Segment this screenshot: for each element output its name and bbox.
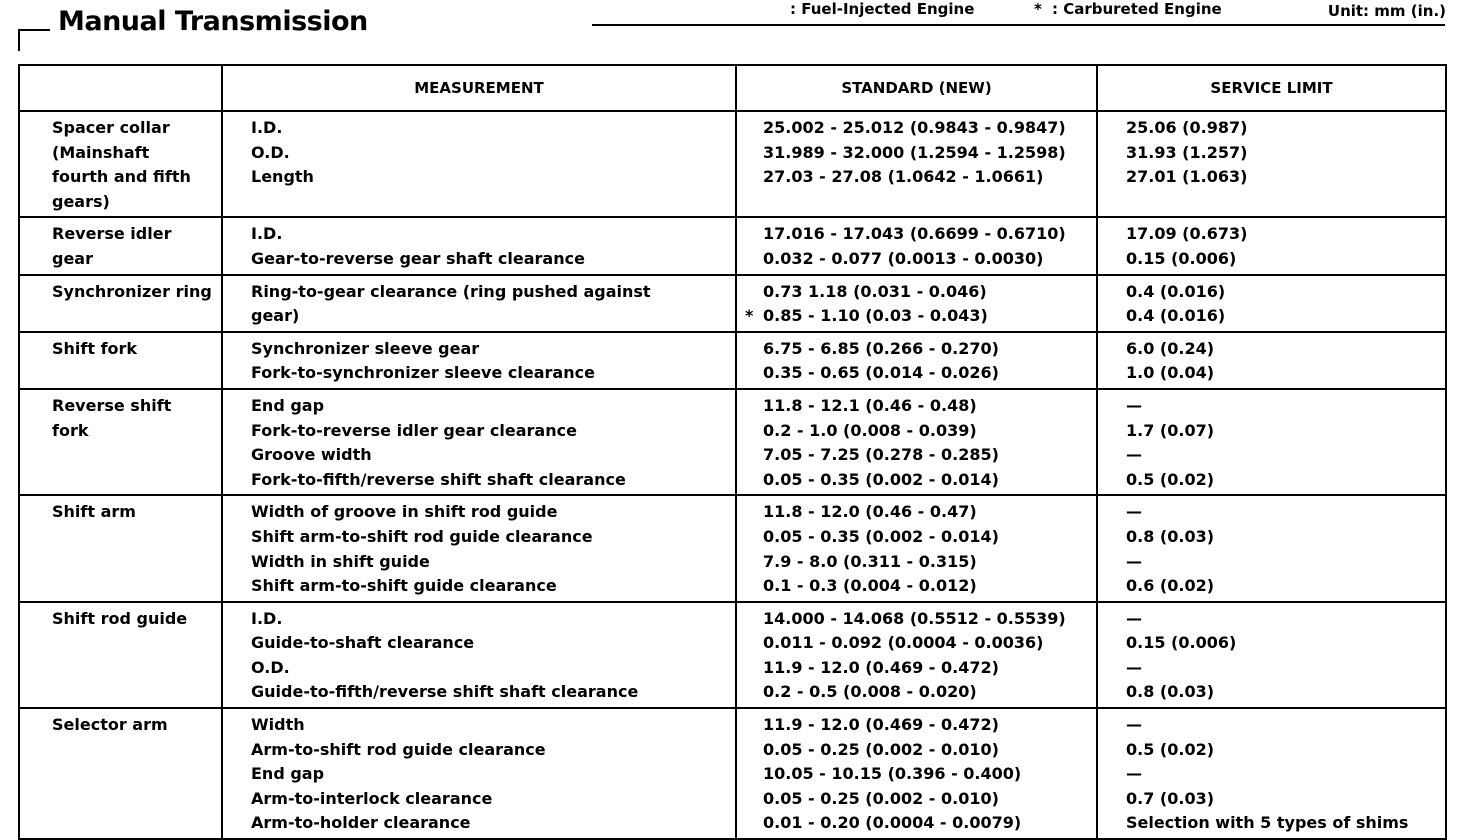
- part-cell: [19, 111, 222, 217]
- part-name-line: Reverse idler: [52, 224, 172, 244]
- standard-text: 6.75 - 6.85 (0.266 - 0.270): [763, 338, 999, 358]
- service-limit-value: 0.4 (0.016): [1126, 281, 1226, 301]
- table-body: [19, 111, 1446, 839]
- part-cell: [19, 217, 222, 274]
- standard-value: [763, 337, 1096, 362]
- measurement-text: Width of groove in shift rod guide: [251, 502, 558, 522]
- part-name-line: gear: [52, 248, 93, 268]
- service-limit-value: 0.5 (0.02): [1126, 469, 1215, 489]
- part-name-line: [52, 304, 221, 329]
- part-cell: [19, 332, 222, 389]
- part-cell: [19, 495, 222, 601]
- standard-cell: [736, 217, 1097, 274]
- standard-text: 25.002 - 25.012 (0.9843 - 0.9847): [763, 118, 1066, 137]
- part-name-line: [52, 811, 221, 836]
- service-limit-cell: [1097, 217, 1446, 274]
- page-title: Manual Transmission: [58, 6, 368, 37]
- measurement-cell: [222, 217, 736, 274]
- title-rule-right: [592, 24, 1445, 26]
- header-measurement: MEASUREMENT: [222, 65, 736, 111]
- service-limit-value: —: [1126, 715, 1142, 735]
- part-name-line: [52, 574, 221, 599]
- standard-value: [763, 525, 1096, 550]
- table-row: [19, 332, 1446, 389]
- service-limit-value: 25.06 (0.987): [1126, 118, 1248, 137]
- standard-text: 31.989 - 32.000 (1.2594 - 1.2598): [763, 142, 1066, 162]
- part-name-line: [52, 787, 221, 812]
- spec-table: [18, 64, 1447, 840]
- measurement-text: Shift arm-to-shift rod guide clearance: [251, 526, 593, 546]
- standard-text: 11.9 - 12.0 (0.469 - 0.472): [763, 657, 999, 677]
- part-name-line: [52, 550, 221, 575]
- part-name-line: [52, 361, 221, 386]
- measurement-text: Width in shift guide: [251, 551, 430, 571]
- measurement-cell: [222, 275, 736, 332]
- standard-value: [763, 443, 1096, 468]
- measurement-text: Arm-to-interlock clearance: [251, 788, 493, 808]
- standard-cell: [736, 275, 1097, 332]
- service-limit-value: 1.0 (0.04): [1126, 363, 1215, 383]
- part-name-line: Synchronizer ring: [52, 281, 212, 301]
- part-name-line: Selector arm: [52, 715, 168, 735]
- unit-label: Unit: mm (in.): [1327, 2, 1446, 20]
- measurement-cell: [222, 389, 736, 495]
- table-row: [19, 111, 1446, 217]
- service-limit-value: 0.5 (0.02): [1126, 739, 1215, 759]
- part-name-line: Shift rod guide: [52, 608, 188, 628]
- measurement-cell: [222, 111, 736, 217]
- standard-text: 11.8 - 12.1 (0.46 - 0.48): [763, 395, 977, 415]
- standard-value: [763, 607, 1096, 632]
- service-limit-value: —: [1126, 395, 1142, 415]
- carbureted-marker: *: [745, 306, 754, 326]
- table-row: [19, 708, 1446, 839]
- measurement-text: Fork-to-reverse idler gear clearance: [251, 420, 577, 440]
- standard-value: [763, 222, 1096, 247]
- standard-cell: [736, 332, 1097, 389]
- standard-text: 17.016 - 17.043 (0.6699 - 0.6710): [763, 224, 1066, 244]
- measurement-text: End gap: [251, 395, 325, 415]
- measurement-cell: [222, 708, 736, 839]
- standard-cell: [736, 708, 1097, 839]
- standard-cell: [736, 389, 1097, 495]
- part-name-line: [52, 762, 221, 787]
- title-rule-corner: [18, 29, 20, 51]
- standard-text: 0.01 - 0.20 (0.0004 - 0.0079): [763, 813, 1022, 833]
- measurement-text: Guide-to-fifth/reverse shift shaft clearance: [251, 682, 639, 702]
- service-limit-value: —: [1126, 445, 1142, 465]
- measurement-cell: [222, 602, 736, 708]
- standard-value: [763, 500, 1096, 525]
- service-limit-value: 0.15 (0.006): [1126, 633, 1237, 653]
- standard-value: [763, 247, 1096, 272]
- table-row: [19, 389, 1446, 495]
- part-name-line: [52, 738, 221, 763]
- standard-value: [763, 550, 1096, 575]
- service-limit-cell: [1097, 332, 1446, 389]
- standard-text: 7.05 - 7.25 (0.278 - 0.285): [763, 445, 999, 465]
- service-limit-value: —: [1126, 657, 1142, 677]
- service-limit-value: 0.6 (0.02): [1126, 576, 1215, 596]
- measurement-text: gear): [251, 306, 300, 326]
- service-limit-value: —: [1126, 764, 1142, 784]
- part-name-line: Shift fork: [52, 338, 138, 358]
- part-name-line: Reverse shift: [52, 395, 172, 415]
- standard-value: [763, 680, 1096, 705]
- standard-value: [763, 165, 1096, 190]
- title-rule-left: [18, 29, 50, 31]
- measurement-text: Width: [251, 715, 305, 735]
- service-limit-value: —: [1126, 551, 1142, 571]
- measurement-text: Ring-to-gear clearance (ring pushed against: [251, 281, 651, 301]
- measurement-text: Groove width: [251, 445, 372, 465]
- measurement-text: I.D.: [251, 118, 283, 137]
- measurement-text: Fork-to-synchronizer sleeve clearance: [251, 363, 595, 383]
- service-limit-value: 0.8 (0.03): [1126, 682, 1215, 702]
- service-limit-value: 0.15 (0.006): [1126, 248, 1237, 268]
- service-limit-cell: [1097, 111, 1446, 217]
- standard-text: 0.35 - 0.65 (0.014 - 0.026): [763, 363, 999, 383]
- part-name-line: [52, 680, 221, 705]
- standard-text: 0.2 - 0.5 (0.008 - 0.020): [763, 682, 977, 702]
- header-service-limit: SERVICE LIMIT: [1097, 65, 1446, 111]
- part-name-line: [52, 468, 221, 493]
- table-row: [19, 495, 1446, 601]
- header-part: [19, 65, 222, 111]
- service-limit-cell: [1097, 602, 1446, 708]
- part-name-line: [52, 525, 221, 550]
- part-name-line: [52, 656, 221, 681]
- part-name-line: fourth and fifth: [52, 167, 191, 187]
- part-name-line: (Mainshaft: [52, 142, 150, 162]
- standard-value: [745, 304, 1096, 329]
- table-header-row: [19, 65, 1446, 111]
- service-limit-value: —: [1126, 502, 1142, 522]
- measurement-text: Synchronizer sleeve gear: [251, 338, 480, 358]
- service-limit-value: Selection with 5 types of shims: [1126, 813, 1409, 833]
- standard-value: [763, 361, 1096, 386]
- part-name-line: Spacer collar: [52, 118, 170, 137]
- standard-value: [763, 713, 1096, 738]
- standard-cell: [736, 495, 1097, 601]
- part-name-line: Shift arm: [52, 502, 136, 522]
- standard-value: [763, 190, 1096, 215]
- part-name-line: [52, 631, 221, 656]
- service-limit-value: 31.93 (1.257): [1126, 142, 1248, 162]
- service-limit-value: 17.09 (0.673): [1126, 224, 1248, 244]
- standard-text: 11.9 - 12.0 (0.469 - 0.472): [763, 715, 999, 735]
- standard-text: 0.05 - 0.25 (0.002 - 0.010): [763, 788, 999, 808]
- standard-text: 10.05 - 10.15 (0.396 - 0.400): [763, 764, 1022, 784]
- table-row: [19, 602, 1446, 708]
- standard-text: 11.8 - 12.0 (0.46 - 0.47): [763, 502, 977, 522]
- part-cell: [19, 275, 222, 332]
- legend-fuel-injected: : Fuel-Injected Engine: [790, 0, 975, 18]
- service-limit-value: 0.7 (0.03): [1126, 788, 1215, 808]
- standard-text: 0.73 1.18 (0.031 - 0.046): [763, 281, 987, 301]
- measurement-cell: [222, 332, 736, 389]
- standard-value: [763, 656, 1096, 681]
- standard-value: [763, 141, 1096, 166]
- standard-value: [763, 394, 1096, 419]
- standard-text: 27.03 - 27.08 (1.0642 - 1.0661): [763, 167, 1044, 187]
- standard-text: 0.05 - 0.35 (0.002 - 0.014): [763, 526, 999, 546]
- standard-value: [763, 762, 1096, 787]
- standard-value: [763, 574, 1096, 599]
- service-limit-cell: [1097, 708, 1446, 839]
- measurement-text: Length: [251, 167, 314, 187]
- standard-text: 0.05 - 0.35 (0.002 - 0.014): [763, 469, 999, 489]
- standard-text: 0.1 - 0.3 (0.004 - 0.012): [763, 576, 977, 596]
- measurement-text: Arm-to-shift rod guide clearance: [251, 739, 546, 759]
- standard-text: 0.032 - 0.077 (0.0013 - 0.0030): [763, 248, 1044, 268]
- standard-value: [763, 738, 1096, 763]
- header-standard: STANDARD (NEW): [736, 65, 1097, 111]
- standard-text: 0.85 - 1.10 (0.03 - 0.043): [763, 306, 988, 326]
- service-limit-cell: [1097, 495, 1446, 601]
- measurement-text: Fork-to-fifth/reverse shift shaft clearance: [251, 469, 626, 489]
- service-limit-cell: [1097, 389, 1446, 495]
- measurement-cell: [222, 495, 736, 601]
- standard-value: [763, 280, 1096, 305]
- standard-value: [763, 419, 1096, 444]
- service-limit-value: [1126, 190, 1445, 215]
- part-name-line: fork: [52, 420, 89, 440]
- measurement-text: End gap: [251, 764, 325, 784]
- service-limit-cell: [1097, 275, 1446, 332]
- measurement-text: Arm-to-holder clearance: [251, 813, 471, 833]
- service-limit-value: 6.0 (0.24): [1126, 338, 1215, 358]
- service-limit-value: 0.4 (0.016): [1126, 306, 1226, 326]
- standard-value: [763, 116, 1096, 141]
- part-name-line: [52, 443, 221, 468]
- standard-value: [763, 468, 1096, 493]
- standard-cell: [736, 111, 1097, 217]
- part-name-line: gears): [52, 191, 110, 211]
- table-row: [19, 275, 1446, 332]
- service-limit-value: 1.7 (0.07): [1126, 420, 1215, 440]
- measurement-text: Gear-to-reverse gear shaft clearance: [251, 248, 585, 268]
- standard-value: [763, 811, 1096, 836]
- part-cell: [19, 602, 222, 708]
- measurement-text: O.D.: [251, 657, 290, 677]
- service-limit-value: —: [1126, 608, 1142, 628]
- standard-cell: [736, 602, 1097, 708]
- measurement-text: I.D.: [251, 224, 283, 244]
- standard-value: [763, 787, 1096, 812]
- legend-carbureted: : Carbureted Engine: [1052, 0, 1222, 18]
- standard-text: 0.2 - 1.0 (0.008 - 0.039): [763, 420, 977, 440]
- measurement-text: [251, 190, 735, 215]
- standard-value: [763, 631, 1096, 656]
- standard-text: 0.011 - 0.092 (0.0004 - 0.0036): [763, 633, 1044, 653]
- service-limit-value: 0.8 (0.03): [1126, 526, 1215, 546]
- standard-text: 7.9 - 8.0 (0.311 - 0.315): [763, 551, 977, 571]
- part-cell: [19, 389, 222, 495]
- table-row: [19, 217, 1446, 274]
- measurement-text: I.D.: [251, 608, 283, 628]
- measurement-text: Shift arm-to-shift guide clearance: [251, 576, 557, 596]
- measurement-text: Guide-to-shaft clearance: [251, 633, 475, 653]
- standard-text: 14.000 - 14.068 (0.5512 - 0.5539): [763, 608, 1066, 628]
- service-limit-value: 27.01 (1.063): [1126, 167, 1248, 187]
- standard-text: 0.05 - 0.25 (0.002 - 0.010): [763, 739, 999, 759]
- part-cell: [19, 708, 222, 839]
- legend-carbureted-mark: *: [1034, 0, 1042, 18]
- measurement-text: O.D.: [251, 142, 290, 162]
